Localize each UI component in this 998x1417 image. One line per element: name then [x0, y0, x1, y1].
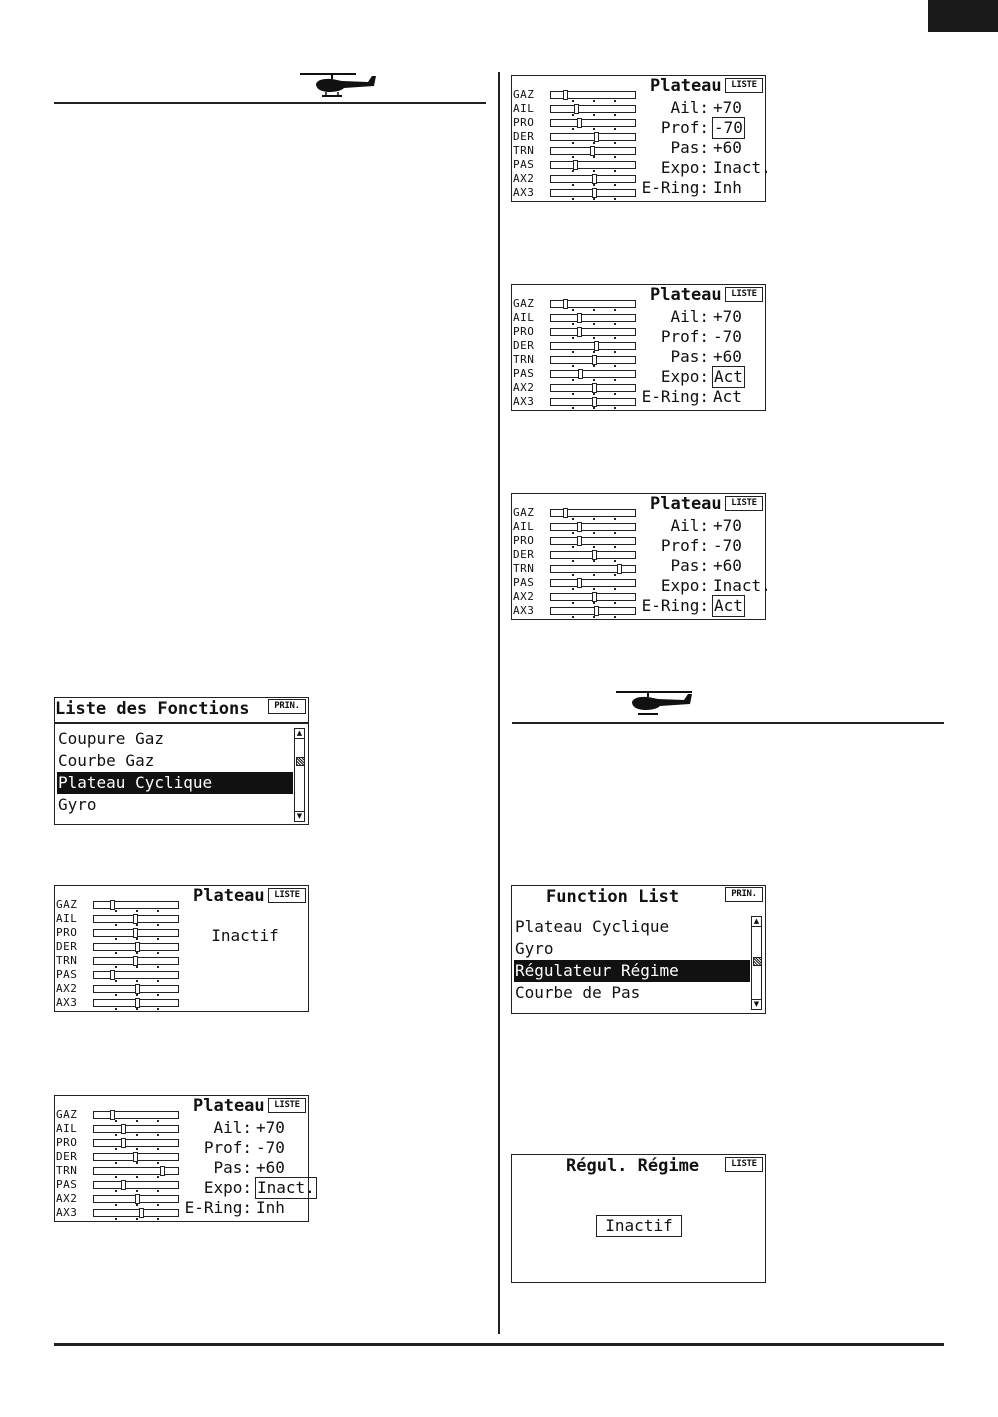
status-value[interactable]: Inactif — [596, 1215, 682, 1237]
setting-row — [637, 327, 763, 347]
channel-bar — [93, 1195, 179, 1203]
channel-bar — [550, 161, 636, 169]
setting-label: Expo: — [660, 367, 709, 386]
bar-tick — [614, 198, 616, 200]
title-separator — [55, 722, 308, 724]
setting-row — [637, 576, 771, 596]
channel-monitor — [55, 1108, 180, 1220]
status-value[interactable]: Inactif — [211, 926, 279, 945]
channel-bar — [93, 985, 179, 993]
list-item[interactable]: Gyro — [58, 795, 97, 814]
channel-bar — [550, 133, 636, 141]
channel-bar — [550, 593, 636, 601]
channel-row — [512, 311, 637, 325]
channel-row — [512, 297, 637, 311]
helicopter-icon — [298, 70, 380, 100]
channel-row — [55, 1206, 180, 1220]
channel-label: TRN — [513, 353, 535, 366]
channel-bar — [550, 342, 636, 350]
channel-label: AX3 — [56, 1206, 78, 1219]
setting-label: Ail: — [213, 1118, 252, 1137]
channel-bar — [93, 1139, 179, 1147]
setting-value[interactable]: +70 — [713, 98, 742, 117]
setting-row — [637, 596, 763, 616]
setting-label: Pas: — [213, 1158, 252, 1177]
setting-row — [180, 1198, 306, 1218]
channel-position-marker — [110, 1110, 115, 1120]
scroll-thumb[interactable] — [753, 957, 762, 966]
channel-label: PAS — [513, 158, 535, 171]
channel-bar — [550, 189, 636, 197]
bar-tick — [614, 407, 616, 409]
channel-label: PAS — [56, 968, 78, 981]
channel-label: TRN — [513, 562, 535, 575]
screen-title: Régul. Régime — [566, 1156, 700, 1176]
channel-row — [55, 1136, 180, 1150]
channel-row — [55, 912, 180, 926]
setting-label: Expo: — [203, 1178, 252, 1197]
channel-position-marker — [594, 132, 599, 142]
setting-value-selected[interactable]: -70 — [714, 118, 743, 137]
channel-row — [512, 116, 637, 130]
channel-row — [512, 367, 637, 381]
channel-position-marker — [133, 1152, 138, 1162]
channel-bar — [550, 147, 636, 155]
channel-position-marker — [573, 160, 578, 170]
channel-label: AX2 — [513, 381, 535, 394]
setting-row — [180, 1118, 306, 1138]
channel-position-marker — [133, 914, 138, 924]
setting-value-selected[interactable]: Act — [714, 367, 743, 386]
channel-position-marker — [577, 327, 582, 337]
setting-value[interactable]: -70 — [713, 536, 742, 555]
channel-position-marker — [590, 146, 595, 156]
channel-position-marker — [592, 383, 597, 393]
channel-position-marker — [563, 90, 568, 100]
channel-position-marker — [578, 369, 583, 379]
channel-row — [512, 325, 637, 339]
channel-row — [55, 1150, 180, 1164]
channel-bar — [93, 1111, 179, 1119]
setting-value[interactable]: Inact. — [713, 158, 771, 177]
bar-tick — [614, 616, 616, 618]
channel-row — [512, 576, 637, 590]
channel-row — [55, 1164, 180, 1178]
channel-label: DER — [513, 548, 535, 561]
channel-label: TRN — [56, 954, 78, 967]
channel-position-marker — [563, 299, 568, 309]
setting-value[interactable]: +60 — [256, 1158, 285, 1177]
channel-label: AIL — [56, 912, 78, 925]
setting-value-selected[interactable]: Act — [714, 596, 743, 615]
setting-label: Ail: — [670, 98, 709, 117]
channel-monitor — [512, 506, 637, 618]
channel-bar — [550, 537, 636, 545]
channel-position-marker — [577, 536, 582, 546]
setting-label: E-Ring: — [184, 1198, 252, 1217]
channel-bar — [550, 356, 636, 364]
channel-bar — [550, 105, 636, 113]
channel-label: AIL — [513, 311, 535, 324]
settings-values — [637, 98, 771, 198]
setting-value[interactable]: -70 — [256, 1138, 285, 1157]
setting-row — [637, 347, 763, 367]
channel-label: PRO — [56, 1136, 78, 1149]
channel-bar — [93, 1209, 179, 1217]
channel-position-marker — [121, 1180, 126, 1190]
settings-values — [637, 516, 771, 616]
channel-row — [512, 534, 637, 548]
channel-position-marker — [592, 397, 597, 407]
scrollbar[interactable] — [294, 728, 305, 822]
channel-bar — [550, 91, 636, 99]
screen-title: Plateau — [650, 76, 722, 96]
setting-row — [637, 138, 763, 158]
setting-row — [180, 1138, 306, 1158]
scroll-down-icon[interactable]: ▼ — [753, 1000, 760, 1008]
channel-label: AX2 — [56, 982, 78, 995]
function-list-screen — [511, 885, 766, 1014]
setting-row — [637, 307, 763, 327]
channel-bar — [93, 943, 179, 951]
channel-row — [55, 898, 180, 912]
channel-label: DER — [513, 339, 535, 352]
bar-tick — [136, 1008, 138, 1010]
scroll-up-icon[interactable]: ▲ — [296, 729, 303, 737]
main-menu-badge[interactable]: PRIN. — [725, 887, 763, 902]
setting-row — [637, 556, 763, 576]
right-section-rule — [512, 722, 944, 724]
channel-label: GAZ — [513, 297, 535, 310]
setting-label: Pas: — [670, 556, 709, 575]
channel-label: AX2 — [513, 590, 535, 603]
channel-bar — [550, 370, 636, 378]
channel-label: GAZ — [513, 88, 535, 101]
scroll-thumb[interactable] — [296, 757, 305, 766]
list-item[interactable]: Courbe Gaz — [58, 751, 155, 770]
scrollbar[interactable] — [751, 916, 762, 1010]
channel-position-marker — [121, 1138, 126, 1148]
channel-position-marker — [592, 355, 597, 365]
setting-row — [637, 158, 771, 178]
setting-label: Prof: — [660, 118, 709, 137]
channel-label: PAS — [513, 576, 535, 589]
channel-row — [512, 548, 637, 562]
bar-tick — [115, 1008, 117, 1010]
channel-position-marker — [135, 998, 140, 1008]
channel-bar — [550, 119, 636, 127]
screen-title: Plateau — [650, 494, 722, 514]
channel-label: PAS — [56, 1178, 78, 1191]
channel-row — [55, 1178, 180, 1192]
bar-tick — [572, 407, 574, 409]
setting-row — [637, 118, 763, 138]
channel-row — [55, 940, 180, 954]
channel-position-marker — [594, 606, 599, 616]
setting-value[interactable]: +70 — [713, 307, 742, 326]
bar-tick — [157, 1218, 159, 1220]
channel-label: GAZ — [56, 1108, 78, 1121]
list-badge[interactable]: LISTE — [725, 1157, 763, 1172]
channel-label: GAZ — [513, 506, 535, 519]
list-badge[interactable]: LISTE — [268, 888, 306, 903]
channel-row — [55, 1192, 180, 1206]
channel-monitor — [512, 88, 637, 200]
channel-row — [512, 562, 637, 576]
channel-bar — [93, 1153, 179, 1161]
bar-tick — [593, 407, 595, 409]
setting-label: Pas: — [670, 138, 709, 157]
screen-title: Plateau — [650, 285, 722, 305]
channel-label: DER — [56, 1150, 78, 1163]
setting-value[interactable]: -70 — [713, 327, 742, 346]
channel-position-marker — [592, 188, 597, 198]
channel-position-marker — [577, 578, 582, 588]
setting-row — [637, 387, 763, 407]
channel-bar — [550, 384, 636, 392]
channel-row — [512, 604, 637, 618]
channel-bar — [93, 971, 179, 979]
setting-value[interactable]: Inact. — [713, 576, 771, 595]
channel-position-marker — [135, 1194, 140, 1204]
channel-bar — [550, 607, 636, 615]
channel-bar — [550, 314, 636, 322]
channel-position-marker — [563, 508, 568, 518]
channel-label: AIL — [56, 1122, 78, 1135]
channel-row — [512, 520, 637, 534]
footer-rule — [54, 1343, 944, 1346]
setting-label: Ail: — [670, 307, 709, 326]
channel-row — [512, 381, 637, 395]
channel-bar — [550, 551, 636, 559]
setting-row — [180, 1158, 306, 1178]
channel-bar — [550, 175, 636, 183]
channel-label: AIL — [513, 520, 535, 533]
bar-tick — [572, 198, 574, 200]
setting-label: Prof: — [660, 327, 709, 346]
channel-bar — [93, 957, 179, 965]
channel-bar — [93, 901, 179, 909]
channel-monitor — [512, 297, 637, 409]
function-list-screen — [54, 697, 309, 825]
screen-title: Liste des Fonctions — [55, 699, 250, 719]
channel-label: PRO — [513, 534, 535, 547]
setting-label: Expo: — [660, 158, 709, 177]
setting-label: E-Ring: — [641, 596, 709, 615]
channel-bar — [550, 509, 636, 517]
channel-row — [512, 102, 637, 116]
list-item[interactable]: Gyro — [515, 939, 554, 958]
setting-value[interactable]: Act — [713, 387, 742, 406]
left-section-rule — [54, 102, 486, 104]
channel-row — [55, 954, 180, 968]
channel-label: TRN — [513, 144, 535, 157]
channel-row — [512, 506, 637, 520]
setting-value[interactable]: +70 — [713, 516, 742, 535]
screen-title: Plateau — [193, 1096, 265, 1116]
channel-bar — [93, 1125, 179, 1133]
governor-screen — [511, 1154, 766, 1283]
bar-tick — [136, 1218, 138, 1220]
channel-label: PRO — [513, 116, 535, 129]
channel-bar — [93, 1181, 179, 1189]
channel-bar — [550, 398, 636, 406]
setting-value[interactable]: Inh — [256, 1198, 285, 1217]
channel-row — [55, 968, 180, 982]
setting-row — [180, 1178, 315, 1198]
setting-row — [637, 178, 763, 198]
channel-label: DER — [56, 940, 78, 953]
channel-row — [512, 158, 637, 172]
setting-value[interactable]: +70 — [256, 1118, 285, 1137]
channel-label: TRN — [56, 1164, 78, 1177]
bar-tick — [157, 1008, 159, 1010]
channel-row — [55, 926, 180, 940]
channel-row — [512, 395, 637, 409]
list-item[interactable]: Plateau Cyclique — [515, 917, 670, 936]
setting-label: Prof: — [660, 536, 709, 555]
channel-label: AX3 — [513, 186, 535, 199]
screen-title: Function List — [546, 887, 680, 907]
setting-value[interactable]: +60 — [713, 556, 742, 575]
setting-row — [637, 98, 763, 118]
channel-bar — [93, 999, 179, 1007]
bar-tick — [572, 616, 574, 618]
list-item-selected[interactable]: Plateau Cyclique — [57, 772, 293, 794]
bar-tick — [593, 616, 595, 618]
list-badge[interactable]: LISTE — [725, 78, 763, 93]
channel-position-marker — [577, 522, 582, 532]
channel-row — [512, 144, 637, 158]
settings-values — [637, 307, 763, 407]
channel-position-marker — [110, 970, 115, 980]
setting-label: Prof: — [203, 1138, 252, 1157]
list-badge[interactable]: LISTE — [268, 1098, 306, 1113]
scroll-up-icon[interactable]: ▲ — [753, 917, 760, 925]
setting-row — [637, 367, 763, 387]
setting-label: Pas: — [670, 347, 709, 366]
channel-bar — [550, 565, 636, 573]
channel-position-marker — [133, 928, 138, 938]
channel-row — [55, 1122, 180, 1136]
channel-bar — [93, 1167, 179, 1175]
channel-row — [512, 172, 637, 186]
channel-row — [55, 996, 180, 1010]
channel-row — [512, 186, 637, 200]
channel-row — [55, 982, 180, 996]
list-item[interactable]: Courbe de Pas — [515, 983, 641, 1002]
list-item-selected[interactable]: Régulateur Régime — [514, 960, 750, 982]
channel-position-marker — [133, 956, 138, 966]
plateau-settings-screen — [511, 284, 766, 411]
channel-position-marker — [577, 313, 582, 323]
screen-title: Plateau — [193, 886, 265, 906]
channel-row — [512, 130, 637, 144]
channel-row — [55, 1108, 180, 1122]
setting-row — [637, 516, 763, 536]
main-menu-badge[interactable]: PRIN. — [268, 699, 306, 714]
channel-position-marker — [574, 104, 579, 114]
channel-bar — [550, 579, 636, 587]
channel-position-marker — [592, 592, 597, 602]
channel-bar — [93, 915, 179, 923]
channel-position-marker — [592, 174, 597, 184]
channel-bar — [93, 929, 179, 937]
list-badge[interactable]: LISTE — [725, 287, 763, 302]
channel-label: AIL — [513, 102, 535, 115]
plateau-settings-screen — [54, 1095, 315, 1222]
channel-label: AX2 — [513, 172, 535, 185]
channel-position-marker — [135, 984, 140, 994]
setting-label: E-Ring: — [641, 387, 709, 406]
setting-value[interactable]: Inh — [713, 178, 742, 197]
setting-label: E-Ring: — [641, 178, 709, 197]
channel-row — [512, 88, 637, 102]
channel-label: PAS — [513, 367, 535, 380]
page-tab-marker — [928, 0, 998, 32]
setting-value-selected[interactable]: Inact. — [257, 1178, 315, 1197]
channel-bar — [550, 300, 636, 308]
channel-position-marker — [139, 1208, 144, 1218]
channel-position-marker — [617, 564, 622, 574]
channel-position-marker — [577, 118, 582, 128]
bar-tick — [115, 1218, 117, 1220]
channel-label: GAZ — [56, 898, 78, 911]
list-badge[interactable]: LISTE — [725, 496, 763, 511]
channel-position-marker — [592, 550, 597, 560]
helicopter-icon — [614, 688, 696, 718]
channel-position-marker — [110, 900, 115, 910]
channel-row — [512, 353, 637, 367]
plateau-settings-screen — [511, 75, 771, 202]
channel-label: PRO — [56, 926, 78, 939]
list-item[interactable]: Coupure Gaz — [58, 729, 164, 748]
channel-position-marker — [160, 1166, 165, 1176]
channel-label: DER — [513, 130, 535, 143]
channel-label: AX3 — [56, 996, 78, 1009]
plateau-settings-screen — [511, 493, 771, 620]
channel-position-marker — [594, 341, 599, 351]
scroll-down-icon[interactable]: ▼ — [296, 812, 303, 820]
settings-values — [180, 1118, 315, 1218]
channel-label: PRO — [513, 325, 535, 338]
channel-label: AX3 — [513, 395, 535, 408]
channel-bar — [550, 523, 636, 531]
channel-monitor — [55, 898, 180, 1010]
column-divider — [498, 72, 500, 1334]
channel-position-marker — [135, 942, 140, 952]
setting-value[interactable]: +60 — [713, 138, 742, 157]
channel-bar — [550, 328, 636, 336]
channel-row — [512, 590, 637, 604]
channel-row — [512, 339, 637, 353]
channel-position-marker — [121, 1124, 126, 1134]
channel-label: AX3 — [513, 604, 535, 617]
bar-tick — [593, 198, 595, 200]
setting-row — [637, 536, 763, 556]
setting-label: Expo: — [660, 576, 709, 595]
channel-label: AX2 — [56, 1192, 78, 1205]
setting-label: Ail: — [670, 516, 709, 535]
setting-value[interactable]: +60 — [713, 347, 742, 366]
plateau-inactive-screen — [54, 885, 309, 1012]
